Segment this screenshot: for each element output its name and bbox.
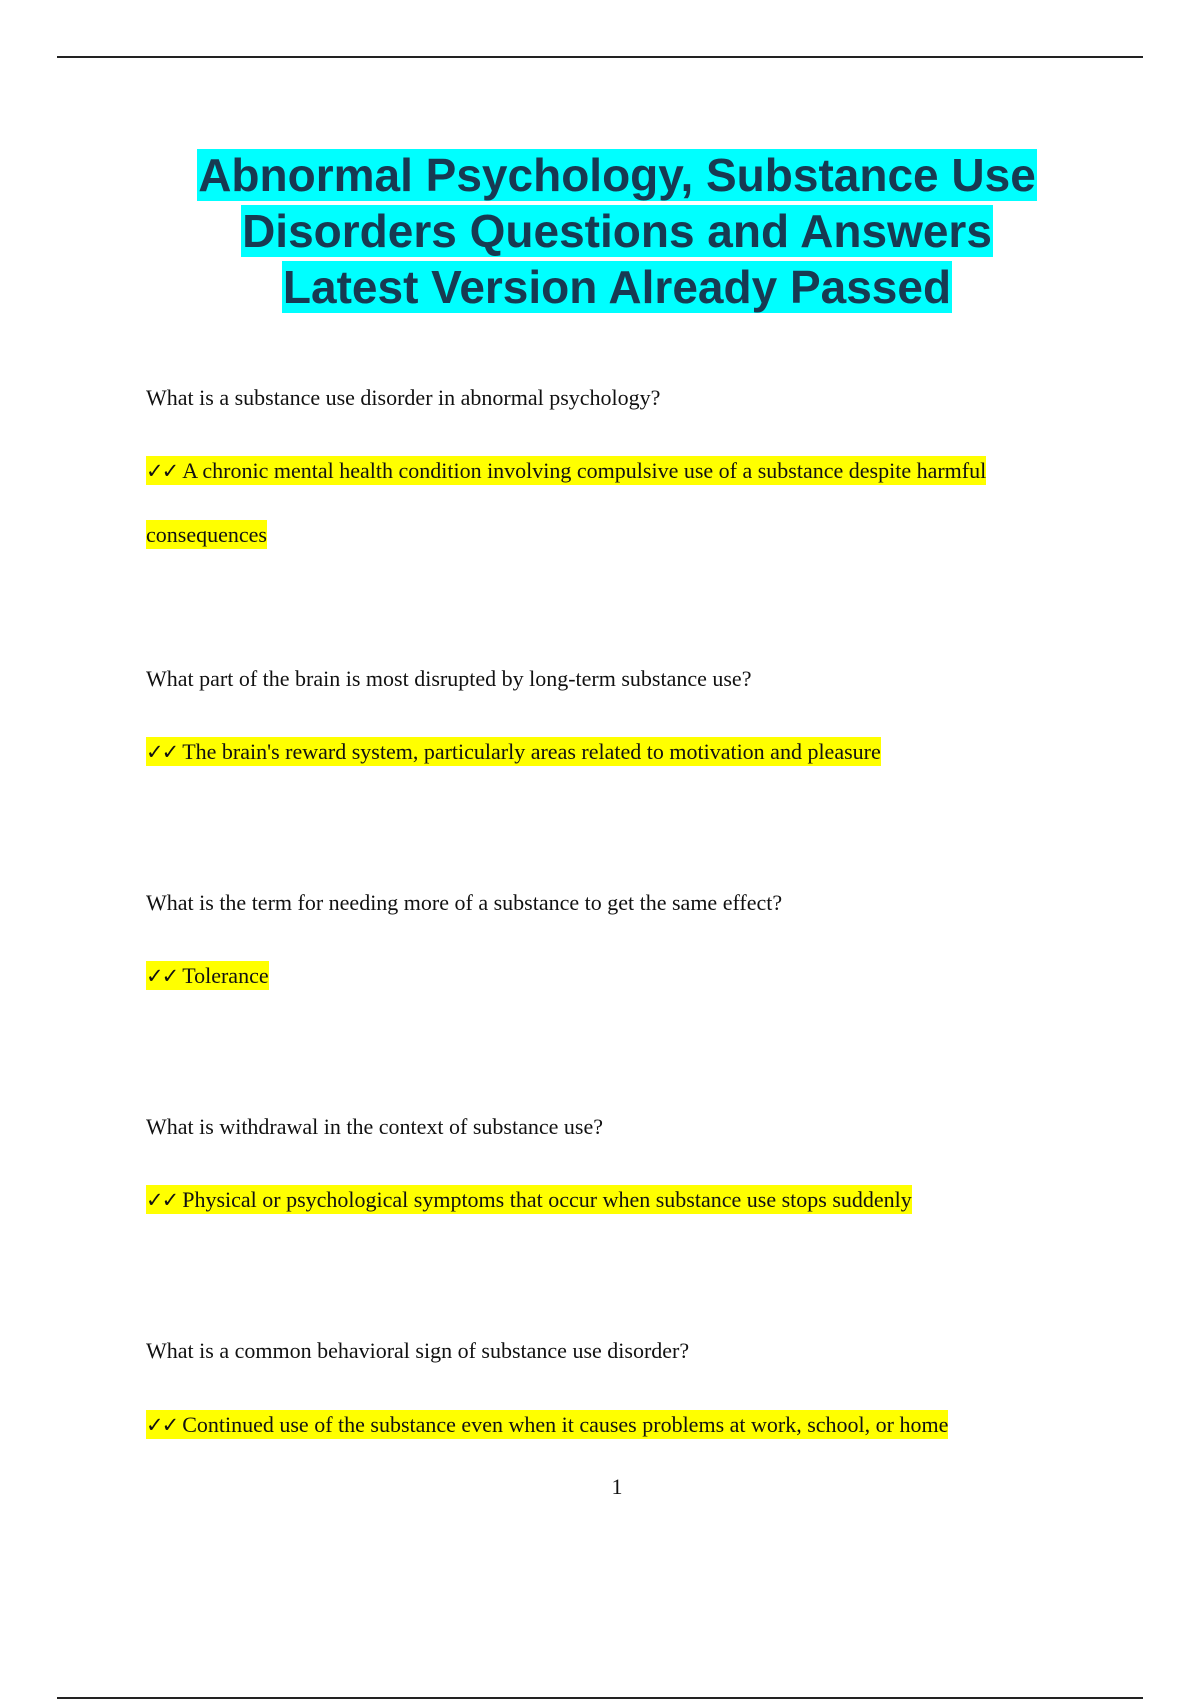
answer-text	[146, 1393, 1086, 1457]
double-check-icon: ✓✓	[146, 964, 178, 988]
bottom-rule	[57, 1697, 1143, 1699]
answer-text	[146, 1168, 1086, 1232]
answer-label: The brain's reward system, particularly areas related to motivation and pleasure	[182, 739, 881, 764]
answer-label: Physical or psychological symptoms that occur when substance use stops suddenly	[182, 1187, 912, 1212]
question-text: What is the term for needing more of a substance to get the same effect?	[146, 890, 783, 915]
double-check-icon: ✓✓	[146, 459, 178, 483]
answer-label: Continued use of the substance even when it causes problems at work, school, or home	[182, 1412, 949, 1437]
answer-label: A chronic mental health condition involving compulsive use of a substance despite harmful consequences	[146, 458, 987, 547]
page-number: 1	[611, 1474, 623, 1499]
title-line-2: Disorders Questions and Answers	[242, 205, 992, 257]
double-check-icon: ✓✓	[146, 1188, 178, 1212]
question-text: What is a common behavioral sign of substance use disorder?	[146, 1338, 690, 1363]
double-check-icon: ✓✓	[146, 1413, 178, 1437]
answer-text	[146, 439, 1086, 566]
answer-text	[146, 720, 1086, 784]
page-title	[0, 147, 1200, 315]
double-check-icon: ✓✓	[146, 740, 178, 764]
question-text: What is withdrawal in the context of substance use?	[146, 1114, 603, 1139]
title-line-1: Abnormal Psychology, Substance Use	[198, 149, 1036, 201]
question-text: What part of the brain is most disrupted by long-term substance use?	[146, 666, 752, 691]
title-line-3: Latest Version Already Passed	[282, 261, 952, 313]
top-rule	[57, 56, 1143, 58]
answer-label: Tolerance	[182, 963, 269, 988]
answer-text	[146, 944, 1086, 1008]
question-text: What is a substance use disorder in abnormal psychology?	[146, 385, 661, 410]
